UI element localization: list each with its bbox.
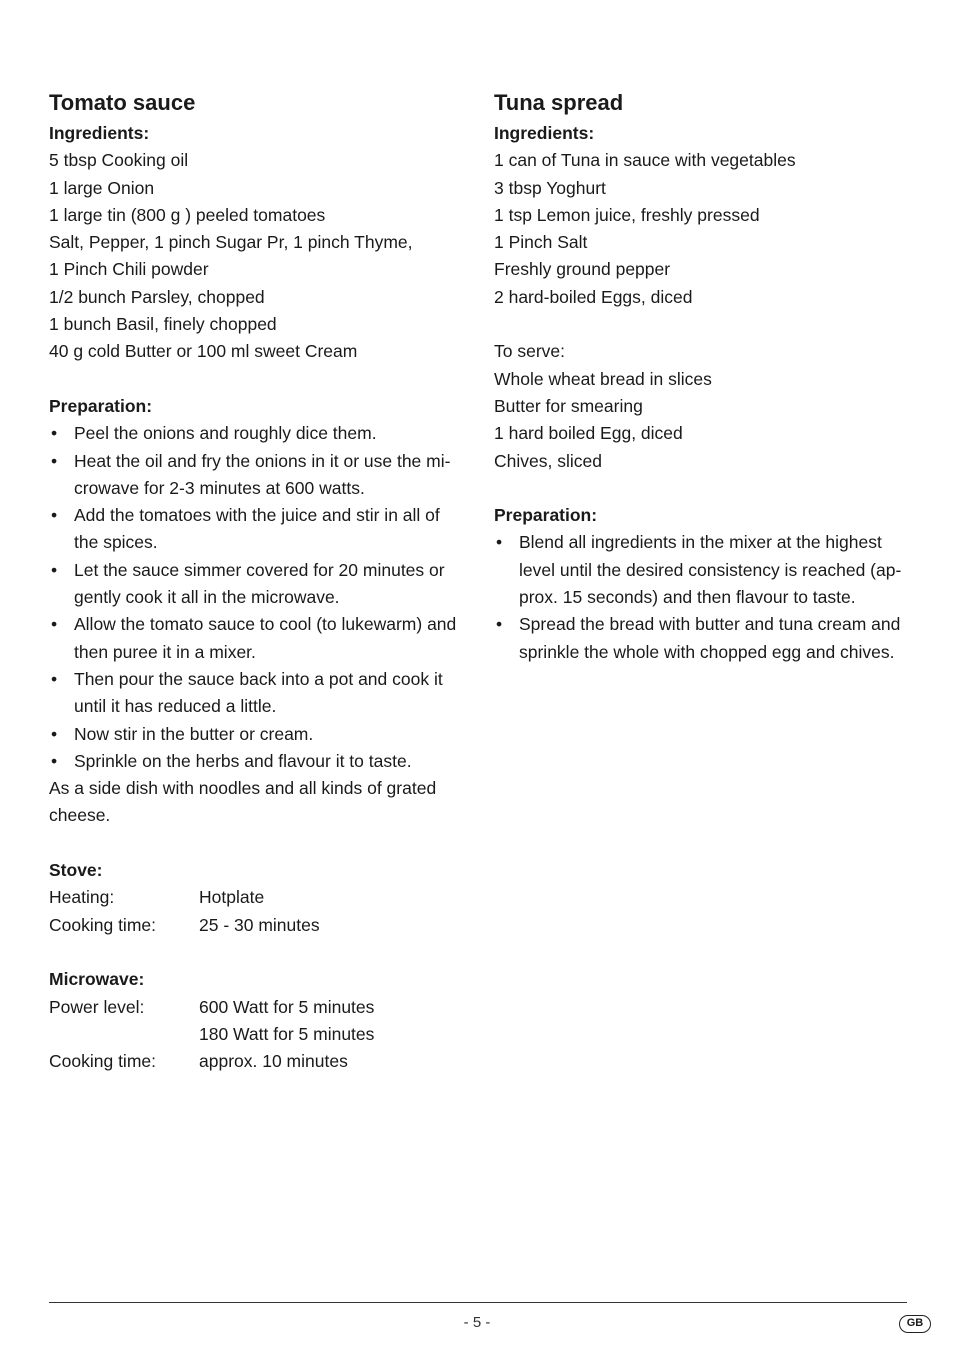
tuna-preparation-steps [494, 529, 914, 665]
tomato-preparation-heading: Preparation: [49, 395, 153, 416]
footer-divider [49, 1302, 907, 1303]
preparation-step: • Heat the oil and fry the onions in it or use the mi-crowave for 2-3 minutes at 600 watts. [49, 448, 464, 503]
ingredient-item: 1 can of Tuna in sauce with vegetables [494, 150, 796, 171]
tuna-spread-recipe [494, 88, 914, 666]
tuna-spread-title: Tuna spread [494, 90, 624, 115]
microwave-row [49, 994, 464, 1021]
serve-item: Chives, sliced [494, 450, 602, 471]
tomato-serving-note: As a side dish with noodles and all kinds of grated cheese. [49, 778, 437, 826]
stove-key: Heating: [49, 887, 115, 908]
ingredient-item: 1 Pinch Salt [494, 232, 588, 253]
preparation-step: • Sprinkle on the herbs and flavour it to taste. [49, 748, 464, 775]
to-serve-list [494, 366, 914, 475]
preparation-step: • Peel the onions and roughly dice them. [49, 420, 464, 447]
preparation-step: • Now stir in the butter or cream. [49, 721, 464, 748]
preparation-step: • Spread the bread with butter and tuna cream and sprinkle the whole with chopped egg and chives. [494, 611, 914, 666]
ingredient-item: 40 g cold Butter or 100 ml sweet Cream [49, 341, 358, 362]
to-serve-heading: To serve: [494, 341, 565, 362]
preparation-step: • Allow the tomato sauce to cool (to lukewarm) and then puree it in a mixer. [49, 611, 464, 666]
serve-item: 1 hard boiled Egg, diced [494, 423, 683, 444]
ingredient-item: 3 tbsp Yoghurt [494, 177, 606, 198]
microwave-heading: Microwave: [49, 969, 145, 990]
microwave-value: 180 Watt for 5 minutes [199, 1023, 375, 1044]
stove-row [49, 912, 464, 939]
ingredient-item: 5 tbsp Cooking oil [49, 150, 189, 171]
ingredient-item: 1 Pinch Chili powder [49, 259, 209, 280]
microwave-key [49, 1021, 199, 1048]
language-badge: GB [899, 1315, 931, 1333]
microwave-key: Cooking time: [49, 1051, 156, 1072]
microwave-row [49, 1021, 464, 1048]
tomato-ingredients-list [49, 147, 464, 365]
microwave-row [49, 1048, 464, 1075]
stove-row [49, 884, 464, 911]
stove-value: 25 - 30 minutes [199, 914, 320, 935]
tomato-ingredients-heading: Ingredients: [49, 123, 150, 143]
ingredient-item: Freshly ground pepper [494, 259, 671, 280]
microwave-value: 600 Watt for 5 minutes [199, 996, 375, 1017]
tuna-preparation-heading: Preparation: [494, 505, 598, 526]
page-number: - 5 - [463, 1314, 491, 1331]
ingredient-item: 1 large Onion [49, 177, 155, 198]
preparation-step: • Then pour the sauce back into a pot and cook it until it has reduced a little. [49, 666, 464, 721]
ingredient-item: 1 bunch Basil, finely chopped [49, 314, 277, 335]
ingredient-item: 1/2 bunch Parsley, chopped [49, 286, 265, 307]
tomato-sauce-recipe [49, 88, 464, 1075]
tuna-ingredients-heading: Ingredients: [494, 123, 595, 143]
ingredient-item: 1 large tin (800 g ) peeled tomatoes [49, 204, 326, 225]
ingredient-item: Salt, Pepper, 1 pinch Sugar Pr, 1 pinch Thyme, [49, 232, 413, 253]
preparation-step: • Add the tomatoes with the juice and stir in all of the spices. [49, 502, 464, 557]
stove-heading: Stove: [49, 860, 103, 881]
ingredient-item: 1 tsp Lemon juice, freshly pressed [494, 204, 760, 225]
stove-value: Hotplate [199, 887, 265, 908]
tomato-preparation-steps [49, 420, 464, 775]
preparation-step: • Blend all ingredients in the mixer at the highest level until the desired consistency is reached (ap-prox. 15 seconds) and then flavour to taste. [494, 529, 914, 611]
microwave-value: approx. 10 minutes [199, 1051, 348, 1072]
preparation-step: • Let the sauce simmer covered for 20 minutes or gently cook it all in the microwave. [49, 557, 464, 612]
serve-item: Butter for smearing [494, 395, 643, 416]
serve-item: Whole wheat bread in slices [494, 368, 712, 389]
tomato-sauce-title: Tomato sauce [49, 90, 196, 115]
tuna-ingredients-list [494, 147, 914, 311]
ingredient-item: 2 hard-boiled Eggs, diced [494, 286, 693, 307]
microwave-key: Power level: [49, 996, 145, 1017]
stove-key: Cooking time: [49, 914, 156, 935]
